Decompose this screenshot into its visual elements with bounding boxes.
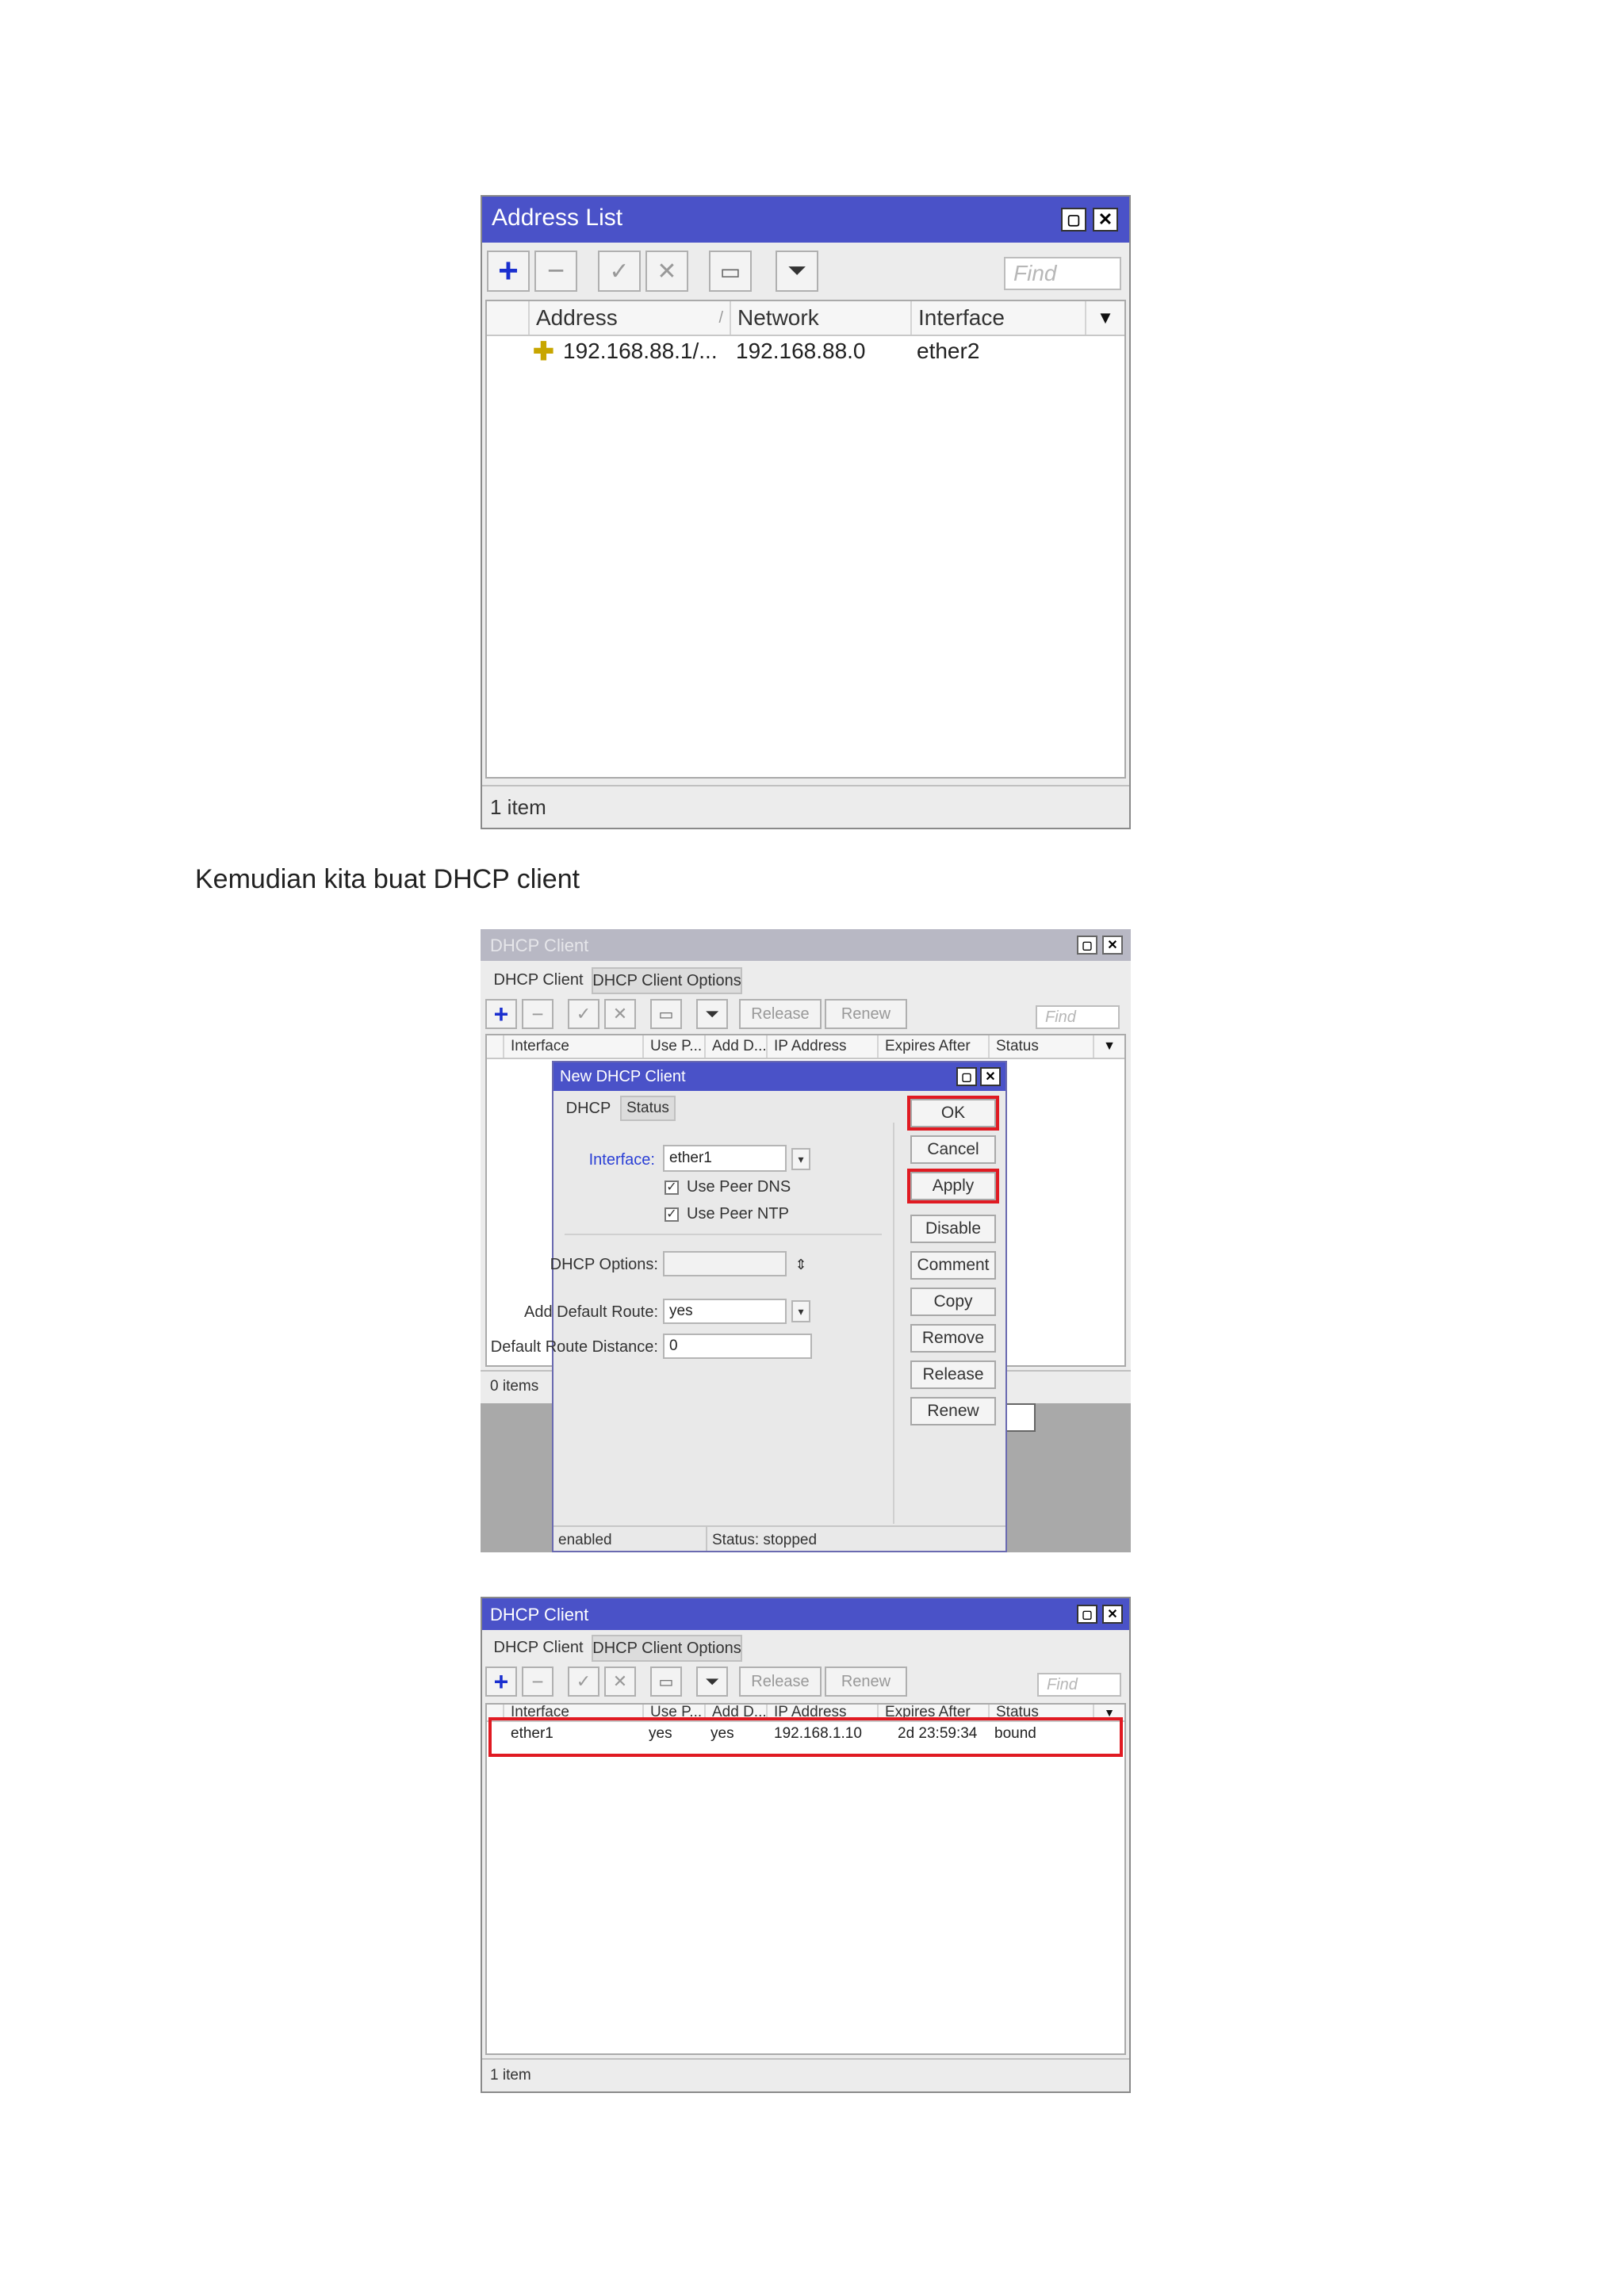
maximize-icon[interactable]: ▢ [1061,208,1086,232]
enable-button[interactable] [568,999,599,1029]
status-separator [706,1527,707,1551]
remove-button[interactable] [522,999,553,1029]
close-icon[interactable]: ✕ [980,1067,1001,1086]
address-list-window [481,195,1131,829]
checkbox-checked-icon: ✓ [665,1181,679,1195]
disable-button[interactable]: Disable [910,1215,996,1243]
tab-dhcp[interactable]: DHCP [565,1099,611,1117]
minus-icon: − [531,1001,544,1026]
sort-icon: / [718,308,723,327]
maximize-icon[interactable]: ▢ [1077,1605,1097,1624]
cancel-button[interactable]: Cancel [910,1135,996,1164]
copy-button[interactable]: Copy [910,1288,996,1316]
disable-button[interactable] [604,1667,636,1697]
tab-dhcp-client-options[interactable]: DHCP Client Options [592,1635,742,1662]
release-button[interactable]: Release [739,1667,822,1697]
dhcp-options-spinner[interactable] [791,1253,810,1276]
enable-button[interactable] [568,1667,599,1697]
up-down-icon: ⇕ [795,1256,807,1272]
find-input[interactable]: Find [1037,1673,1121,1697]
default-route-distance-label: Default Route Distance: [490,1338,658,1356]
status-bar [482,2058,1129,2091]
dhcp-screenshot [481,929,1131,1552]
enable-button[interactable] [598,251,641,292]
remove-button[interactable] [534,251,577,292]
column-header-interface[interactable]: Interface [503,1705,642,1720]
default-route-distance-input[interactable]: 0 [663,1334,812,1359]
chevron-down-icon: ▼ [1097,308,1114,327]
comment-button[interactable] [650,999,682,1029]
cell-add-default: yes [710,1725,734,1742]
add-default-route-dropdown-button[interactable] [791,1300,810,1322]
close-icon[interactable]: ✕ [1102,936,1123,955]
maximize-icon[interactable]: ▢ [956,1067,977,1086]
renew-button[interactable]: Renew [825,999,907,1029]
find-input[interactable]: Find [1004,257,1121,290]
dhcp-options-field[interactable] [663,1251,787,1276]
minus-icon: − [531,1669,544,1693]
table-header [487,1035,1124,1059]
column-header-expires-after[interactable]: Expires After [877,1705,988,1720]
cell-address: 192.168.88.1/... [563,339,718,363]
maximize-icon[interactable]: ▢ [1077,936,1097,955]
caption-text: Kemudian kita buat DHCP client [195,864,580,894]
filter-icon: ⏷ [787,258,806,284]
tab-dhcp-client[interactable]: DHCP Client [493,970,584,989]
column-header-interface[interactable]: Interface [910,301,1085,335]
chevron-down-icon: ▾ [798,1304,804,1318]
status-stopped: Status: stopped [712,1532,818,1548]
remove-button[interactable]: Remove [910,1324,996,1353]
check-icon: ✓ [576,1004,592,1024]
dialog-title: New DHCP Client [560,1068,686,1085]
find-input[interactable]: Find [1036,1005,1120,1029]
dhcp-options-label: DHCP Options: [550,1256,658,1273]
divider [565,1234,882,1235]
ok-highlight [907,1096,999,1131]
item-count: 0 items [490,1378,539,1395]
close-icon[interactable]: ✕ [1093,208,1118,232]
release-button[interactable]: Release [910,1360,996,1389]
comment-button[interactable]: Comment [910,1251,996,1280]
cell-ip-address: 192.168.1.10 [774,1725,862,1742]
ok-button[interactable]: OK [910,1099,996,1127]
use-peer-ntp-checkbox[interactable]: ✓ Use Peer NTP [665,1205,789,1223]
filter-button[interactable] [776,251,818,292]
plus-icon: + [493,1667,509,1696]
dhcp-client-result-window [481,1597,1131,2093]
address-item-icon: ✚ [533,337,554,365]
comment-button[interactable] [709,251,752,292]
window-title: Address List [492,205,623,231]
dialog-shadow-box [1004,1403,1036,1432]
add-default-route-label: Add Default Route: [524,1303,658,1321]
item-count: 1 item [490,2067,531,2084]
filter-button[interactable] [696,999,728,1029]
column-header-add-default[interactable]: Add D... [704,1705,766,1720]
cell-interface: ether2 [917,339,980,363]
comment-button[interactable] [650,1667,682,1697]
column-header-status[interactable]: Status [988,1705,1093,1720]
note-icon: ▭ [658,1673,674,1691]
column-header-address[interactable]: Address / [528,301,730,335]
checkbox-checked-icon: ✓ [665,1207,679,1222]
tab-dhcp-client-options[interactable]: DHCP Client Options [592,967,742,994]
item-count: 1 item [490,794,546,819]
column-header-interface[interactable]: Interface [503,1035,642,1058]
renew-button[interactable]: Renew [825,1667,907,1697]
column-header-use-peer[interactable]: Use P... [642,1035,704,1058]
check-icon: ✓ [609,258,630,285]
window-title: DHCP Client [490,936,589,955]
cell-expires-after: 2d 23:59:34 [898,1725,978,1742]
column-header-ip-address[interactable]: IP Address [766,1705,877,1720]
row-highlight [488,1717,1123,1757]
address-table [485,300,1126,779]
column-header-ip-address[interactable]: IP Address [766,1035,877,1058]
disable-button[interactable] [645,251,688,292]
interface-select[interactable]: ether1 [663,1145,787,1172]
chevron-down-icon: ▾ [798,1152,804,1165]
add-button[interactable] [487,251,530,292]
column-header-status[interactable]: Status [988,1035,1093,1058]
apply-highlight [907,1169,999,1203]
column-menu-button[interactable] [1085,301,1124,335]
chevron-down-icon: ▼ [1103,1039,1116,1053]
disable-button[interactable] [604,999,636,1029]
filter-icon: ⏷ [705,1671,719,1691]
window-title: DHCP Client [490,1605,589,1624]
filter-icon: ⏷ [705,1004,719,1024]
use-peer-dns-checkbox[interactable]: ✓ Use Peer DNS [665,1178,791,1196]
status-enabled: enabled [558,1532,612,1548]
dhcp-client-titlebar [482,1598,1129,1630]
column-header-add-default[interactable]: Add D... [704,1035,766,1058]
dhcp-client-titlebar [481,929,1131,961]
add-button[interactable] [485,1667,517,1697]
release-button[interactable]: Release [739,999,822,1029]
tab-dhcp-client[interactable]: DHCP Client [493,1638,584,1656]
cell-network: 192.168.88.0 [736,339,866,363]
filter-button[interactable] [696,1667,728,1697]
column-menu-button[interactable] [1093,1035,1124,1058]
note-icon: ▭ [719,258,741,284]
add-default-route-select[interactable]: yes [663,1299,787,1324]
address-list-titlebar [482,197,1129,243]
column-header-network[interactable]: Network [730,301,910,335]
plus-icon: + [493,1000,509,1028]
cell-status: bound [994,1725,1036,1742]
renew-button[interactable]: Renew [910,1397,996,1425]
tab-status[interactable]: Status [620,1096,676,1121]
cell-interface: ether1 [511,1725,553,1742]
apply-button[interactable]: Apply [910,1172,996,1200]
interface-dropdown-button[interactable] [791,1148,810,1170]
add-button[interactable] [485,999,517,1029]
table-row[interactable] [487,336,1124,366]
status-bar [482,785,1129,828]
note-icon: ▭ [658,1005,674,1024]
minus-icon: − [546,254,565,288]
cell-use-peer: yes [649,1725,672,1742]
close-icon[interactable]: ✕ [1102,1605,1123,1624]
table-header [487,301,1124,336]
plus-icon: + [498,251,519,290]
dialog-titlebar [553,1062,1005,1091]
column-header-expires-after[interactable]: Expires After [877,1035,988,1058]
column-header-use-peer[interactable]: Use P... [642,1705,704,1720]
check-icon: ✓ [576,1671,592,1691]
interface-label: Interface: [588,1151,655,1169]
x-icon: ✕ [612,1004,628,1024]
dialog-status-bar [553,1525,1005,1552]
chevron-down-icon: ▼ [1104,1706,1115,1719]
remove-button[interactable] [522,1667,553,1697]
x-icon: ✕ [612,1671,628,1691]
x-icon: ✕ [657,258,677,285]
